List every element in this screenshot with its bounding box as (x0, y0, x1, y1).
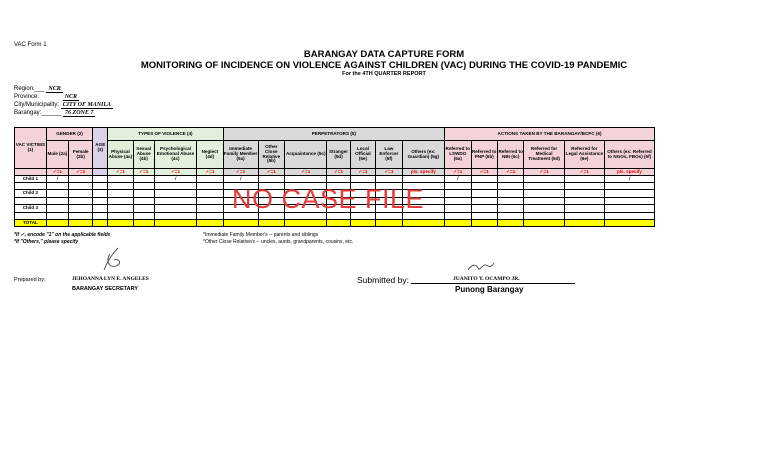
no-case-file-stamp: NO CASE FILE (232, 184, 425, 214)
province-label: Province: (14, 94, 40, 100)
physical-abuse-header: Physical Abuse (4a) (108, 141, 133, 169)
neglect-header: Neglect (4d) (197, 141, 223, 169)
age-header: AGE (3) (93, 128, 108, 169)
form-number: VAC Form 1 (14, 42, 47, 48)
law-enforcer-header: Law Enforcer (5f) (376, 141, 402, 169)
lswdo-header: Referred to LSWDO (6a) (445, 141, 471, 169)
child-label: Child 1 (15, 176, 47, 183)
pnp-header: Referred to PNP (6b) (471, 141, 497, 169)
mark-cell: ✓=1 (350, 169, 375, 176)
preparer-name: JEHOANNA LYN E. ANGELES (72, 276, 149, 282)
mark-cell: ✓=1 (46, 169, 68, 176)
slash-mark: / (445, 176, 471, 183)
note-encode: *If ✓, encode "1" on the applicable fields (14, 232, 111, 238)
mark-cell: ✓=1 (197, 169, 223, 176)
mark-cell: ✓=1 (497, 169, 523, 176)
stranger-header: Stranger (5d) (327, 141, 350, 169)
child-label: Child 3 (15, 205, 47, 213)
mark-cell: ✓=1 (327, 169, 350, 176)
city-line (14, 102, 113, 109)
total-label: TOTAL (15, 220, 47, 227)
mark-cell: ✓=1 (258, 169, 284, 176)
immediate-family-header: Immediate Family Member (5a) (223, 141, 258, 169)
pls-specify-cell: pls. specify (604, 169, 654, 176)
other-close-relative-header: Other Close Relative (5b) (258, 141, 284, 169)
mark-cell: ✓=1 (445, 169, 471, 176)
pls-specify-cell: pls. specify (402, 169, 444, 176)
sexual-abuse-header: Sexual Abuse (4b) (133, 141, 154, 169)
others-ngo-header: Others (ex: Referred to NGOs, FBOs) (6f) (604, 141, 654, 169)
preparer-title: BARANGAY SECRETARY (72, 286, 139, 292)
submitter-signature-icon (466, 260, 496, 274)
female-header: Female (2b) (69, 141, 93, 169)
total-row (15, 220, 655, 227)
child-label: Child 2 (15, 190, 47, 198)
barangay-line (14, 110, 95, 117)
others-guardian-header: Others (ex: Guardian) (5g) (402, 141, 444, 169)
instruction-row (15, 169, 655, 176)
city-value: CITY OF MANILA (62, 102, 112, 108)
note-others: *If "Others," please specify (14, 239, 79, 245)
form-title: BARANGAY DATA CAPTURE FORM (303, 49, 465, 60)
submitted-by-label: Submitted by: (357, 275, 409, 285)
male-header: Male (2a) (46, 141, 68, 169)
mark-cell: ✓=1 (564, 169, 604, 176)
mark-cell: ✓=1 (376, 169, 402, 176)
table-row (15, 176, 655, 183)
note-immediate-family: *Immediate Family Member's -- parents and siblings (203, 232, 319, 238)
province-value: NCR (64, 94, 78, 100)
form-subtitle: MONITORING OF INCIDENCE ON VIOLENCE AGAINST CHILDREN (VAC) DURING THE COVID-19 PANDEMIC (140, 60, 628, 71)
region-line (14, 86, 63, 93)
actions-taken-header: ACTIONS TAKEN BY THE BARANGAY/BCPC (6) (445, 128, 655, 141)
preparer-signature-icon (98, 244, 128, 274)
region-value: NCR (48, 86, 61, 92)
mark-cell: ✓=1 (108, 169, 133, 176)
local-official-header: Local Official (5e) (350, 141, 375, 169)
report-period: For the 4TH QUARTER REPORT (342, 71, 426, 77)
medical-header: Referred for Medical Treatment (6d) (524, 141, 564, 169)
mark-cell: ✓=1 (133, 169, 154, 176)
mark-cell: ✓=1 (285, 169, 327, 176)
submitter-name: JUANITO Y. OCAMPO JR. (453, 276, 520, 282)
slash-mark: / (223, 176, 258, 183)
vac-victims-header: VAC VICTIMS (1) (15, 128, 47, 169)
mark-cell: ✓=1 (524, 169, 564, 176)
submitter-signature-line (411, 283, 575, 284)
barangay-label: Barangay:______ (14, 110, 62, 116)
perpetrators-header: PERPETRATORS (5) (223, 128, 444, 141)
acquaintance-header: Acquaintance (5c) (285, 141, 327, 169)
note-other-close-relatives: *Other Close Relative/s -- uncles, aunts, grandparents, cousins, etc. (203, 239, 354, 245)
prepared-by-label: Prepared by: (14, 277, 46, 283)
mark-cell: ✓=1 (154, 169, 196, 176)
mark-cell: ✓=1 (223, 169, 258, 176)
types-of-violence-header: TYPES OF VIOLENCE (4) (108, 128, 223, 141)
slash-mark: / (154, 176, 196, 183)
region-label: Region:___ (14, 86, 45, 92)
nbi-header: Referred to NBI (6c) (497, 141, 523, 169)
psychological-abuse-header: Psychological Emotional Abuse (4c) (154, 141, 196, 169)
province-line (14, 94, 79, 101)
mark-cell: ✓=1 (471, 169, 497, 176)
submitter-title: Punong Barangay (455, 285, 524, 294)
city-label: City/Municipality: (14, 102, 60, 108)
slash-mark: / (46, 176, 68, 183)
gender-header: GENDER (2) (46, 128, 93, 141)
barangay-value: 76 ZONE 7 (65, 110, 94, 116)
legal-header: Referred for Legal Assistance (6e) (564, 141, 604, 169)
mark-cell: ✓=1 (69, 169, 93, 176)
slash-mark: / (604, 176, 654, 183)
